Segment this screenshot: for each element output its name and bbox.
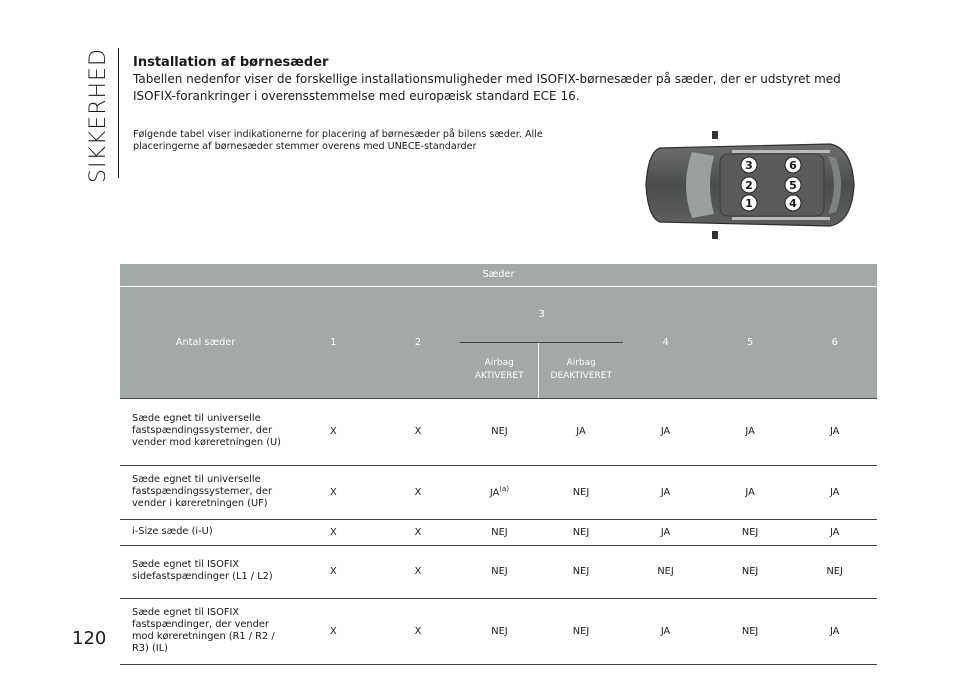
table-cell: X	[376, 598, 461, 664]
table-cell: NEJ	[708, 519, 793, 545]
table-cell: JA	[623, 519, 708, 545]
table-cell: X	[291, 519, 376, 545]
sub-intro-paragraph: Følgende tabel viser indikationerne for placering af børnesæder på bilens sæder. Alle placeringerne af børnesæder stemmer overens med UNECE-standarder	[133, 129, 543, 152]
table-cell: NEJ	[539, 598, 624, 664]
seat-column-header: 1	[291, 286, 376, 398]
table-cell: JA	[623, 398, 708, 465]
table-row	[120, 398, 877, 465]
mirror-icon	[712, 231, 718, 239]
table-cell: NEJ	[708, 598, 793, 664]
seat-column-header: 4	[623, 286, 708, 398]
page-number: 120	[72, 628, 107, 649]
table-row	[120, 519, 877, 545]
mirror-icon	[712, 131, 718, 139]
table-cell: X	[291, 598, 376, 664]
seat-column-header: 5	[708, 286, 793, 398]
table-cell: JA	[792, 598, 877, 664]
airbag-off-subheader: Airbag DEAKTIVERET	[539, 342, 624, 398]
table-row	[120, 545, 877, 598]
row-label: i-Size sæde (i-U)	[120, 519, 291, 545]
table-cell: JA	[792, 519, 877, 545]
table-cell: NEJ	[623, 545, 708, 598]
seat-marker-label: 6	[789, 159, 797, 172]
roof-rail	[732, 217, 830, 220]
seat-marker-label: 2	[745, 179, 753, 192]
table-cell: JA	[539, 398, 624, 465]
row-label: Sæde egnet til ISOFIX sidefastspændinger (L1 / L2)	[120, 545, 291, 598]
table-cell: NEJ	[539, 465, 624, 519]
table-cell: JA	[792, 465, 877, 519]
airbag-on-subheader: Airbag AKTIVERET	[460, 342, 539, 398]
section-heading: Installation af børnesæder	[133, 55, 329, 70]
chapter-title-text: SIKKERHED	[85, 47, 111, 183]
roof-rail	[732, 150, 830, 153]
chapter-title	[78, 47, 118, 183]
table-cell: JA	[708, 465, 793, 519]
seat-marker-label: 1	[745, 197, 753, 210]
table-row	[120, 598, 877, 664]
table-row-header: Antal sæder	[120, 286, 291, 398]
seat-marker-label: 5	[789, 179, 797, 192]
table-cell: X	[376, 519, 461, 545]
table-cell: X	[376, 465, 461, 519]
table-cell: NEJ	[460, 545, 539, 598]
intro-paragraph: Tabellen nedenfor viser de forskellige installationsmuligheder med ISOFIX-børnesæder på sæder, der er udstyret med ISOFIX-forankringer i overensstemmelse med europæisk standard ECE 16.	[133, 72, 841, 103]
car-top-view-illustration	[640, 130, 862, 240]
seat-column-header: 6	[792, 286, 877, 398]
table-cell: NEJ	[460, 598, 539, 664]
row-label: Sæde egnet til ISOFIX fastspændinger, der vender mod køreretningen (R1 / R2 / R3) (IL)	[120, 598, 291, 664]
table-row	[120, 465, 877, 519]
table-cell: NEJ	[460, 398, 539, 465]
row-label: Sæde egnet til universelle fastspændingssystemer, der vender i køreretningen (UF)	[120, 465, 291, 519]
table-cell: NEJ	[539, 545, 624, 598]
table-cell: JA	[708, 398, 793, 465]
table-cell: JA	[623, 465, 708, 519]
seat-column-header: 2	[376, 286, 461, 398]
sunroof	[720, 154, 824, 216]
row-label: Sæde egnet til universelle fastspændingssystemer, der vender mod køreretningen (U)	[120, 398, 291, 465]
seat-column-header: 3	[460, 286, 623, 342]
footnote-marker: (a)	[499, 485, 510, 494]
child-seat-table	[120, 264, 877, 665]
table-cell: X	[376, 398, 461, 465]
table-cell: NEJ	[460, 519, 539, 545]
table-cell: X	[291, 545, 376, 598]
table-cell: NEJ	[539, 519, 624, 545]
cell-value: JA	[489, 487, 500, 499]
table-cell: JA	[623, 598, 708, 664]
table-cell: X	[291, 465, 376, 519]
table-cell	[460, 465, 539, 519]
table-cell: X	[376, 545, 461, 598]
table-cell: NEJ	[792, 545, 877, 598]
windshield	[686, 152, 714, 218]
table-cell: X	[291, 398, 376, 465]
seat-marker-label: 4	[789, 197, 797, 210]
table-cell: NEJ	[708, 545, 793, 598]
table-cell: JA	[792, 398, 877, 465]
chapter-divider	[118, 48, 119, 178]
table-group-header: Sæder	[120, 264, 877, 286]
seat-marker-label: 3	[745, 159, 753, 172]
